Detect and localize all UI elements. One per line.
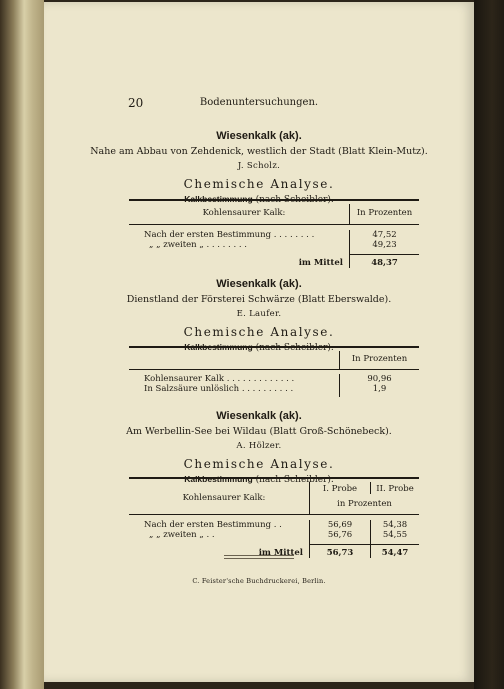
section-author: E. Laufer. [236,309,282,319]
table-row: Kohlensaurer Kalk . . . . . . . . . . . . . 90,96 [129,374,419,384]
table-subheader: in Prozenten [310,494,420,515]
table-header-right: In Prozenten [350,204,420,225]
section-location: Am Werbellin-See bei Wildau (Blatt Groß-Schönebeck). [126,426,392,437]
section-analysis-heading: Chemische Analyse. [183,457,335,471]
section-title: Wiesenkalk (ak). [216,278,302,290]
section-1 [44,130,474,205]
book-edge [0,0,44,689]
running-head: Bodenuntersuchungen. [199,97,319,108]
table-header-left: Kohlensaurer Kalk: [182,493,266,503]
table-row: In Salzsäure unlöslich . . . . . . . . . . 1,9 [129,384,419,397]
section-location: Dienstland der Försterei Schwärze (Blatt Eberswalde). [126,294,392,305]
table-header-col1: I. Probe [310,482,371,494]
method-rest: (nach Scheibler). [252,475,334,485]
section-3 [44,410,474,485]
page-header [44,96,474,110]
section-analysis-heading: Chemische Analyse. [183,325,335,339]
table-3 [129,477,419,558]
table-mean-row: im Mittel 56,73 54,47 [129,545,419,559]
printer-imprint: C. Feister'sche Buchdruckerei, Berlin. [192,577,326,585]
method-bold: Kalkbestimmung [184,342,253,352]
table-row: „ „ zweiten „ . . 56,76 54,55 [129,530,419,545]
method-bold: Kalkbestimmung [184,194,253,204]
table-header-right: In Prozenten [340,351,420,370]
footer-rule [224,558,294,559]
section-title: Wiesenkalk (ak). [216,410,302,422]
section-2 [44,278,474,353]
table-2 [129,346,419,397]
book-page [44,2,474,682]
section-title: Wiesenkalk (ak). [216,130,302,142]
table-header-col2: II. Probe [371,482,420,494]
footer-rule [224,555,294,556]
table-row: „ „ zweiten „ . . . . . . . . 49,23 [129,240,419,255]
page-number: 20 [128,96,144,110]
section-author: A. Hölzer. [236,441,282,451]
method-bold: Kalkbestimmung [184,474,253,484]
table-mean-row: im Mittel 48,37 [129,255,419,269]
section-location: Nahe am Abbau von Zehdenick, westlich der Stadt (Blatt Klein-Mutz). [90,146,428,157]
table-row: Nach der ersten Bestimmung . . 56,69 54,38 [129,520,419,530]
scan-background [474,0,504,689]
table-header-left: Kohlensaurer Kalk: [202,208,286,218]
table-row: Nach der ersten Bestimmung . . . . . . . . 47,52 [129,230,419,240]
table-header-left [129,351,340,370]
section-analysis-heading: Chemische Analyse. [183,177,335,191]
table-1 [129,199,419,268]
section-author: J. Scholz. [237,161,281,171]
method-rest: (nach Scheibler). [252,343,334,353]
method-rest: (nach Scheibler). [252,195,334,205]
